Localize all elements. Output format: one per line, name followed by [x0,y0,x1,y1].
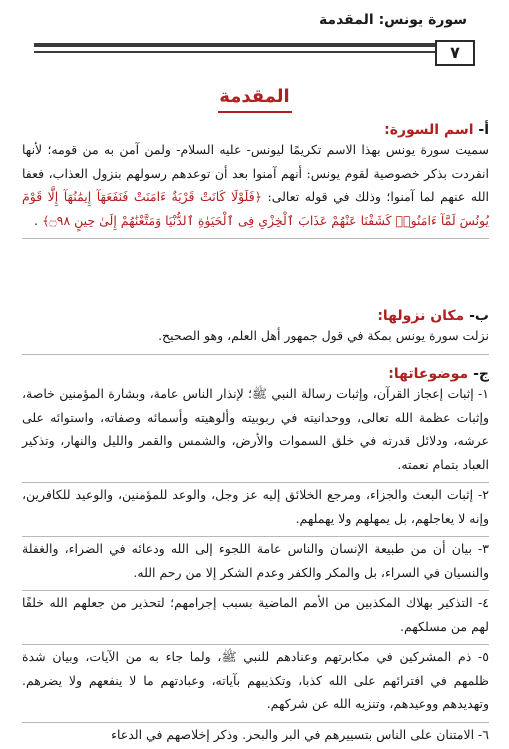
topics-list [22,382,489,746]
header-rule-thick [34,43,475,47]
title-underline [218,111,292,113]
section-letter: أ- [478,122,489,138]
section-topics [22,366,489,746]
section-text: نزلت سورة يونس بمكة في قول جمهور أهل العلم، وهو الصحيح. [158,328,489,343]
topic-item: ٦- الامتنان على الناس بتسييرهم في البر والبحر. وذكر إخلاصهم في الدعاء [111,726,489,742]
page-title [0,86,509,113]
page-title-text: المقدمة [219,86,290,107]
section-text-after: . [34,212,43,228]
section-revelation [22,308,489,355]
topic-item: ٥- ذم المشركين في مكابرتهم وعنادهم للنبي ﷺ، ولما جاء به من الآيات، وبيان شدة ظلمهم في افترائهم على الله كذبا، وتكذيبهم بآياته، وعبادتهم ما لا ينفعهم ولا يضرهم. وتهديدهم ووعيدهم، وتنزيه الله عن شركهم. [22,649,489,711]
section-text-before: سميت سورة يونس بهذا الاسم تكريمًا ليونس- عليه السلام- ولمن آمن به من قومه؛ لأنها انفردت بذكر خصوصية لقوم يونس: أنهم آمنوا بعد أن توعدهم رسولهم بنزول العذاب، فعفا الله عنهم لما آمنوا؛ وذلك في قوله تعالى: [22,142,489,204]
section-title: اسم السورة: [384,122,474,138]
section-letter: ج- [473,366,489,382]
section-title: مكان نزولها: [377,308,465,324]
running-title: سورة يونس: المقدمة [318,12,467,28]
topic-item: ٣- بيان أن من طبيعة الإنسان والناس عامة اللجوء إلى الله ودعائه في الضراء، والغفلة والنسيان في السراء، بل والمكر والكفر وعدم الشكر إلا من رحم الله. [22,541,489,580]
topic-item: ١- إثبات إعجاز القرآن، وإثبات رسالة النبي ﷺ؛ لإنذار الناس عامة، وبشارة المؤمنين خاصة، وإثبات عظمة الله تعالى، ووحدانيته في ربوبيته وألوهيته وأسمائه وصفاته، واستوائه على عرشه، ودلائل قدرته في خلق السموات والأرض، والشمس والقمر والليل والنهار، وتذكير العباد بتمام نعمته. [22,386,490,472]
section-divider [22,238,489,239]
section-heading [22,366,489,382]
section-title: موضوعاتها: [388,366,469,382]
section-name [22,122,489,239]
topic-item: ٤- التذكير بهلاك المكذبين من الأمم الماضية بسبب إجرامهم؛ لتحذير من جعلهم الله خلفًا لهم من مسلكهم. [22,595,489,634]
section-heading [22,122,489,138]
section-divider [22,354,489,355]
section-text [22,138,489,232]
page-number: ٧ [435,40,475,66]
topic-item: ٢- إثبات البعث والجزاء، ومرجع الخلائق إليه عز وجل، والوعد للمؤمنين، والوعيد للكافرين، وإنه لا يعاجلهم، بل يمهلهم ولا يهملهم. [22,487,489,526]
section-letter: ب- [469,308,489,324]
section-heading [22,308,489,324]
header-rule-thin [34,51,475,53]
quran-verse: ﴿فَلَوْلَا كَانَتْ قَرْيَةٌ ءَامَنَتْ فَنَفَعَهَآ إِيمَٰنُهَآ إِلَّا قَوْمَ يُونُسَ لَمَّآ ءَامَنُوا۟ كَشَفْنَا عَنْهُمْ عَذَابَ ٱلْخِزْىِ فِى ٱلْحَيَوٰةِ ٱلدُّنْيَا وَمَتَّعْنَٰهُمْ إِلَىٰ حِينٍ ۝٩٨﴾ [22,189,489,228]
header-rule [34,43,475,67]
